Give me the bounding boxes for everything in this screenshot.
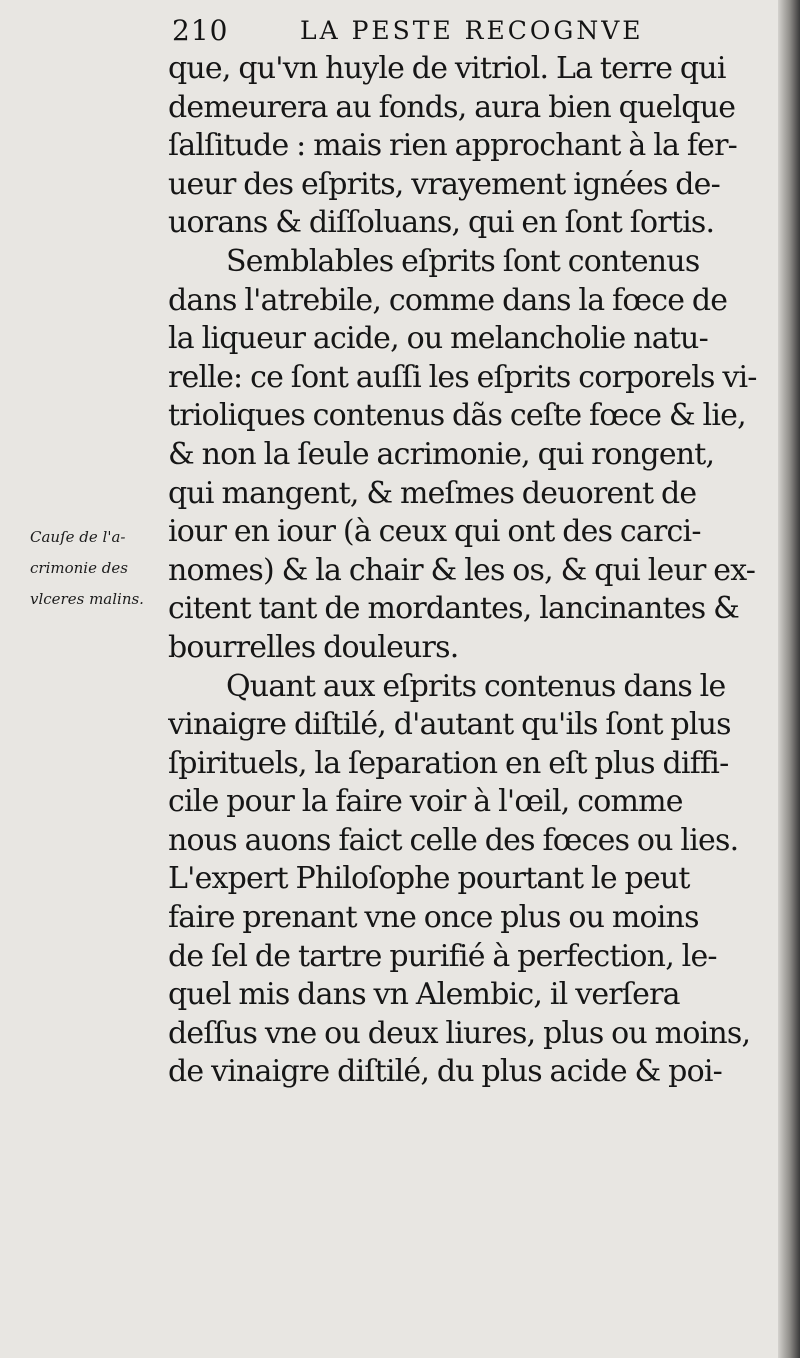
text-line: de vinaigre diſtilé, du plus acide & poi- bbox=[168, 1054, 722, 1090]
text-line: demeurera au fonds, aura bien quelque bbox=[168, 89, 736, 125]
text-line: bourrelles douleurs. bbox=[168, 629, 459, 665]
text-line: iour en iour (à ceux qui ont des carci- bbox=[168, 514, 701, 550]
paragraph-start-line: Semblables eſprits ſont contenus bbox=[226, 243, 700, 279]
text-line: faire prenant vne once plus ou moins bbox=[168, 900, 699, 936]
margin-note-line: Cauſe de l'a- bbox=[30, 528, 126, 546]
text-line: trioliques contenus dãs ceſte fœce & lie, bbox=[168, 398, 746, 434]
text-line: dans l'atrebile, comme dans la fœce de bbox=[168, 282, 728, 318]
text-line: citent tant de mordantes, lancinantes & bbox=[168, 591, 739, 627]
text-line: que, qu'vn huyle de vitriol. La terre qui bbox=[168, 51, 726, 86]
text-line: ſalſitude : mais rien approchant à la fer- bbox=[168, 128, 737, 164]
margin-note-line: vlceres malins. bbox=[30, 590, 144, 608]
text-line: vinaigre diſtilé, d'autant qu'ils ſont plus bbox=[168, 707, 731, 743]
text-line: deſſus vne ou deux liures, plus ou moins, bbox=[168, 1015, 751, 1051]
text-line: L'expert Philoſophe pourtant le peut bbox=[168, 861, 690, 897]
page-gutter-shadow bbox=[778, 0, 800, 1358]
text-line: nous auons faict celle des fœces ou lies. bbox=[168, 822, 739, 858]
text-line: de ſel de tartre purifié à perfection, le- bbox=[168, 938, 717, 974]
page-number: 210 bbox=[172, 14, 229, 47]
text-line: la liqueur acide, ou melancholie natu- bbox=[168, 321, 708, 357]
paragraph-start-line: Quant aux eſprits contenus dans le bbox=[226, 668, 726, 704]
text-line: & non la ſeule acrimonie, qui rongent, bbox=[168, 436, 715, 472]
text-line: uorans & diſſoluans, qui en ſont ſortis. bbox=[168, 205, 715, 241]
text-line: cile pour la faire voir à l'œil, comme bbox=[168, 784, 683, 820]
text-line: relle: ce ſont auſſi les eſprits corporels vi- bbox=[168, 359, 757, 395]
text-line: nomes) & la chair & les os, & qui leur ex- bbox=[168, 552, 756, 588]
text-line: quel mis dans vn Alembic, il verſera bbox=[168, 977, 680, 1013]
text-line: qui mangent, & meſmes deuorent de bbox=[168, 475, 697, 511]
running-title: LA PESTE RECOGNVE bbox=[300, 16, 644, 45]
body-text bbox=[168, 50, 768, 1092]
text-line: ſpirituels, la ſeparation en eſt plus diffi- bbox=[168, 745, 729, 781]
margin-note bbox=[30, 522, 170, 615]
margin-note-line: crimonie des bbox=[30, 559, 128, 577]
text-line: ueur des eſprits, vrayement ignées de- bbox=[168, 166, 720, 202]
page-header bbox=[172, 14, 732, 54]
